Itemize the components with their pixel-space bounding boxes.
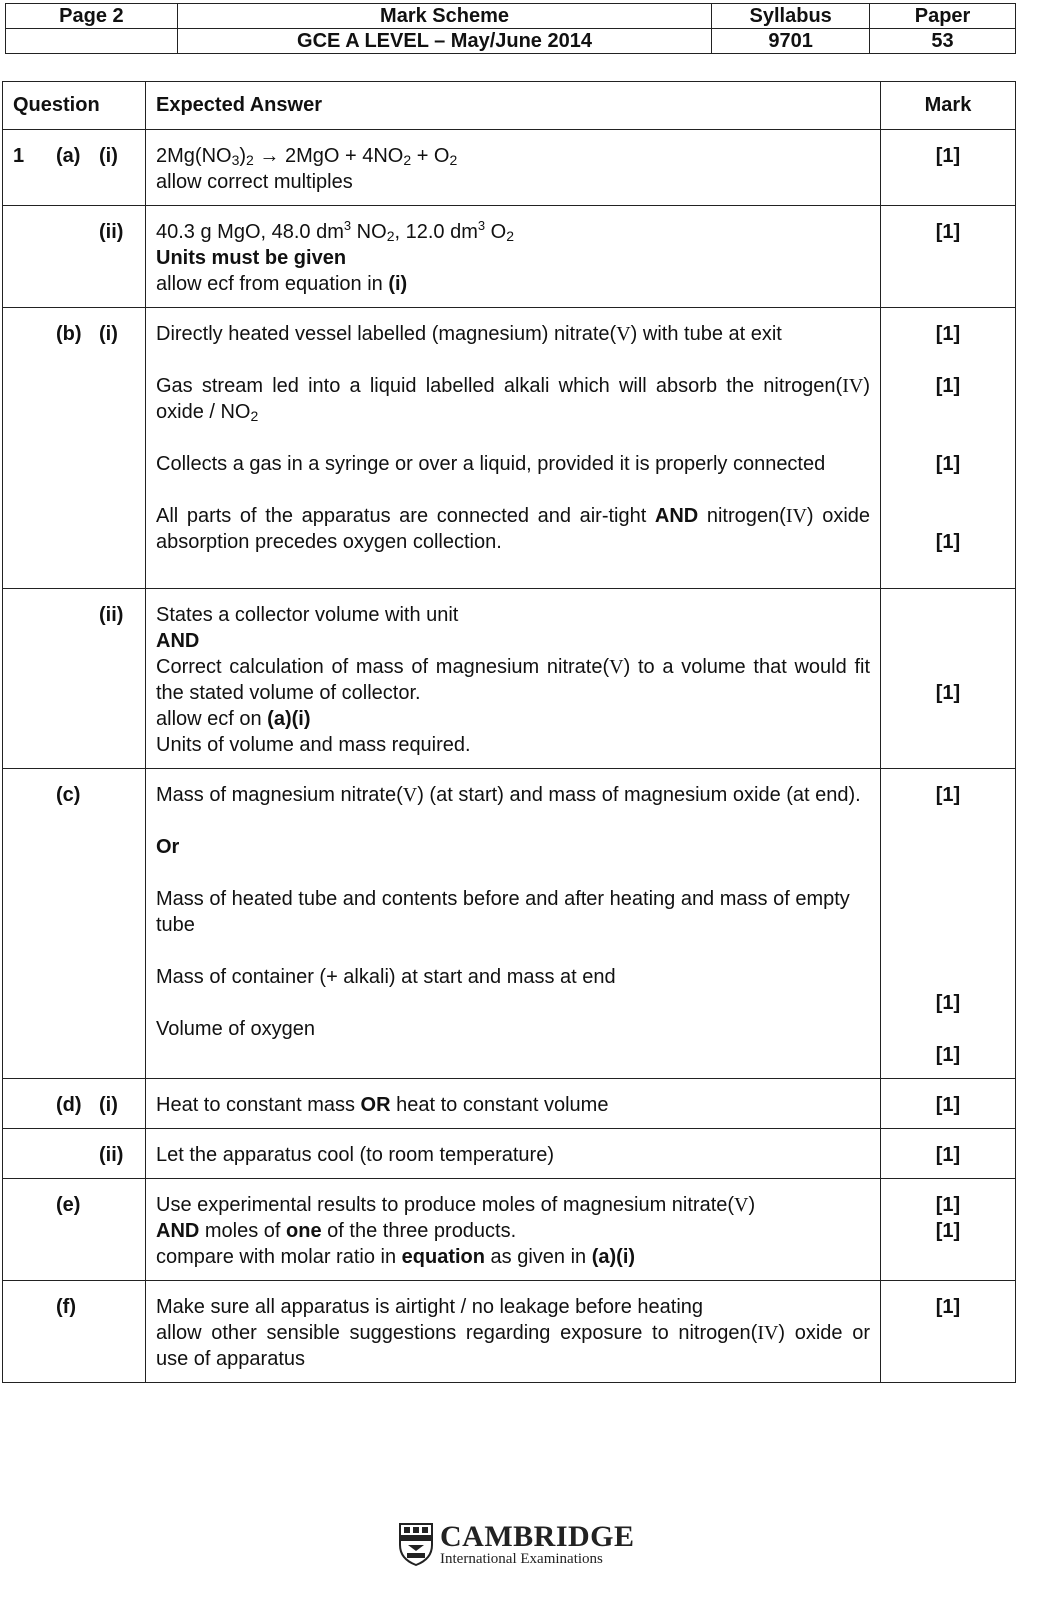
- header-row-2: [6, 29, 1016, 54]
- question-part: (c): [56, 784, 81, 806]
- question-cell: [3, 206, 146, 308]
- header-syllabus-label: Syllabus: [712, 4, 870, 29]
- question-cell: [3, 1129, 146, 1179]
- row-1b-i: [3, 308, 1016, 589]
- mark: [1]: [935, 992, 961, 1014]
- question-part: (b): [56, 323, 82, 345]
- answer-cell: [146, 206, 881, 308]
- cambridge-subtitle: International Examinations: [440, 1551, 603, 1567]
- mark-cell: [881, 1281, 1016, 1383]
- row-1a-i: [3, 130, 1016, 206]
- cambridge-crest-icon: [398, 1521, 434, 1567]
- col-expected-answer: Expected Answer: [146, 82, 881, 130]
- answer-point: Collects a gas in a syringe or over a liquid, provided it is properly connected: [156, 453, 826, 475]
- mark: [1]: [935, 1194, 961, 1216]
- equation: $2Mg(NO_3)_2 \to 2MgO + 4NO_2 + O_2$: [156, 145, 458, 168]
- mark-cell: [881, 206, 1016, 308]
- row-1d-i: [3, 1079, 1016, 1129]
- mark-scheme-table: [2, 81, 1016, 1383]
- answer-values: 40.3 g MgO, 48.0 $dm^3$ $NO_2$, 12.0 $dm^3$ $O_2$: [156, 218, 515, 244]
- question-cell: [3, 1179, 146, 1281]
- cambridge-wordmark: CAMBRIDGE: [440, 1520, 635, 1553]
- row-1d-ii: [3, 1129, 1016, 1179]
- answer-cell: [146, 769, 881, 1079]
- mark-cell: [881, 1079, 1016, 1129]
- question-part: (f): [56, 1296, 76, 1318]
- row-1a-ii: [3, 206, 1016, 308]
- row-1f: [3, 1281, 1016, 1383]
- answer-cell: [146, 1281, 881, 1383]
- answer-note: allow ecf on (a)(i): [156, 708, 311, 730]
- question-subpart: (ii): [99, 604, 124, 626]
- cambridge-logo: [398, 1520, 635, 1567]
- row-1c: [3, 769, 1016, 1079]
- question-part: (a): [56, 145, 81, 167]
- row-1e: [3, 1179, 1016, 1281]
- answer-note: compare with molar ratio in equation as given in (a)(i): [156, 1246, 636, 1268]
- header-page: Page 2: [6, 4, 178, 29]
- answer-connector: AND: [156, 630, 200, 652]
- header-paper-number: 53: [870, 29, 1016, 54]
- question-cell: [3, 589, 146, 769]
- mark: [1]: [935, 453, 961, 475]
- mark: [1]: [935, 375, 961, 397]
- answer-line: Make sure all apparatus is airtight / no leakage before heating: [156, 1296, 704, 1318]
- answer-note: Units of volume and mass required.: [156, 734, 471, 756]
- answer-connector: Or: [156, 836, 180, 858]
- answer-cell: [146, 130, 881, 206]
- question-cell: [3, 1079, 146, 1129]
- question-cell: [3, 308, 146, 589]
- answer-cell: [146, 1079, 881, 1129]
- mark: [1]: [935, 1044, 961, 1066]
- answer-line: States a collector volume with unit: [156, 604, 459, 626]
- question-cell: [3, 1281, 146, 1383]
- answer-point: Volume of oxygen: [156, 1018, 315, 1040]
- mark: [1]: [935, 323, 961, 345]
- page-header-table: [5, 3, 1016, 54]
- question-cell: [3, 130, 146, 206]
- mark: [1]: [935, 531, 961, 553]
- col-mark: Mark: [881, 82, 1016, 130]
- col-question: Question: [3, 82, 146, 130]
- question-number: 1: [13, 145, 25, 167]
- question-subpart: (ii): [99, 1144, 124, 1166]
- header-title: Mark Scheme: [177, 4, 711, 29]
- answer-line: Use experimental results to produce moles of magnesium nitrate(V): [156, 1194, 756, 1216]
- mark-cell: [881, 769, 1016, 1079]
- answer-point: Mass of container (+ alkali) at start and mass at end: [156, 966, 616, 988]
- mark-cell: [881, 1129, 1016, 1179]
- mark: [1]: [935, 145, 961, 167]
- answer-line: AND moles of one of the three products.: [156, 1220, 517, 1242]
- mark-cell: [881, 130, 1016, 206]
- mark: [1]: [935, 1220, 961, 1242]
- answer-cell: [146, 308, 881, 589]
- answer-line: Heat to constant mass OR heat to constant volume: [156, 1094, 609, 1116]
- row-1b-ii: [3, 589, 1016, 769]
- mark: [1]: [935, 1144, 961, 1166]
- mark-cell: [881, 589, 1016, 769]
- question-subpart: (i): [99, 323, 118, 345]
- column-header-row: [3, 82, 1016, 130]
- answer-note: allow other sensible suggestions regarding exposure to nitrogen(IV) oxide or use of apparatus: [156, 1322, 870, 1370]
- answer-point: All parts of the apparatus are connected and air-tight AND nitrogen(IV) oxide absorption precedes oxygen collection.: [156, 505, 871, 553]
- answer-cell: [146, 1179, 881, 1281]
- question-subpart: (ii): [99, 221, 124, 243]
- answer-note: allow ecf from equation in (i): [156, 273, 408, 295]
- answer-cell: [146, 589, 881, 769]
- mark: [1]: [935, 221, 961, 243]
- question-part: (e): [56, 1194, 81, 1216]
- header-blank: [6, 29, 178, 54]
- header-paper-label: Paper: [870, 4, 1016, 29]
- answer-point: Gas stream led into a liquid labelled alkali which will absorb the nitrogen(IV) oxide / $NO_2$: [156, 375, 870, 424]
- answer-point: Directly heated vessel labelled (magnesium) nitrate(V) with tube at exit: [156, 323, 782, 345]
- mark-cell: [881, 308, 1016, 589]
- answer-cell: [146, 1129, 881, 1179]
- question-cell: [3, 769, 146, 1079]
- question-subpart: (i): [99, 145, 118, 167]
- answer-point: Mass of heated tube and contents before and after heating and mass of empty tube: [156, 888, 850, 936]
- answer-requirement: Units must be given: [156, 247, 347, 269]
- header-row-1: [6, 4, 1016, 29]
- mark: [1]: [935, 682, 961, 704]
- question-subpart: (i): [99, 1094, 118, 1116]
- header-exam: GCE A LEVEL – May/June 2014: [177, 29, 711, 54]
- answer-line: Let the apparatus cool (to room temperature): [156, 1144, 554, 1166]
- mark: [1]: [935, 1094, 961, 1116]
- question-part: (d): [56, 1094, 82, 1116]
- mark: [1]: [935, 1296, 961, 1318]
- answer-note: allow correct multiples: [156, 171, 353, 193]
- answer-point: Mass of magnesium nitrate(V) (at start) and mass of magnesium oxide (at end).: [156, 784, 861, 806]
- answer-line: Correct calculation of mass of magnesium nitrate(V) to a volume that would fit the stated volume of collector.: [156, 656, 870, 704]
- mark-cell: [881, 1179, 1016, 1281]
- header-syllabus-code: 9701: [712, 29, 870, 54]
- mark: [1]: [935, 784, 961, 806]
